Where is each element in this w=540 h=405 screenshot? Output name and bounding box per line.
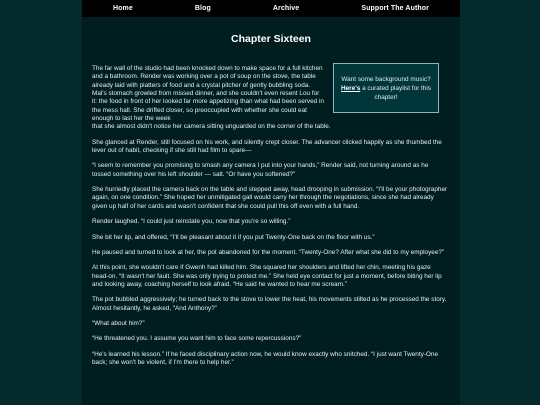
nav-link-support-the-author[interactable]: Support The Author [361, 5, 429, 12]
paragraph-2: She glanced at Render, still focused on his work, and silently crept closer. The advancer clicked happily as she thumbed the lever out of habit, checking if she still had film to spare— [92, 138, 442, 155]
nav-link-home[interactable]: Home [113, 5, 133, 12]
callout-text-after: a curated playlist for this chapter! [360, 84, 431, 101]
playlist-link[interactable]: Here's [341, 84, 361, 92]
chapter-title: Chapter Sixteen [231, 33, 311, 45]
paragraph-12: “He's learned his lesson.” If he faced disciplinary action now, he would know exactly who snitched. “I just want Twenty-One back; she won't be violent, if I'm there to help her.” [92, 350, 439, 366]
top-navigation [82, 0, 460, 17]
paragraph-10: “What about him?” [92, 319, 145, 327]
paragraph-7: He paused and turned to look at her, the pot abandoned for the moment. “Twenty-One? After what she did to my employee?” [92, 248, 445, 256]
paragraph-1-tail: that she almost didn't notice her camera sitting unguarded on the corner of the table. [92, 123, 331, 131]
paragraph-11: “He threatened you. I assume you want him to face some repercussions?” [92, 335, 302, 343]
chapter-body [92, 65, 448, 374]
paragraph-4: She hurriedly placed the camera back on the table and stepped away, head drooping in submission. “I’ll be your photographer again, on one condition.” She hoped her unmitigated gall would carry her through the negotiations, since she had already given up half of her cards and wasn't confident that she could pull this off even with a full hand. [92, 186, 448, 210]
chapter-content [82, 17, 460, 405]
paragraph-5: Render laughed. “I could just reinstate you, now that you're so willing.” [92, 218, 291, 226]
paragraph-1 [92, 65, 331, 132]
paragraph-1-text: The far wall of the studio had been knocked down to make space for a full kitchen and a bathroom. Render was working over a pot of soup on the stove, the table already laid with platters of food and a crystal pitcher of gently bubbling soda. Mal's stomach growled from missed dinner, and she couldn't even resent Lou for it: the food in front of her looked far more appetizing than what had been served in the mess hall. She drifted closer, so preoccupied with whether she could eat enough to last her the week [92, 65, 324, 123]
paragraph-8: At this point, she wouldn't care if Gwenh had killed him. She squared her shoulders and lifted her chin, meeting his gaze head-on. “It wasn't her fault. She was only trying to protect me.” She held eye contact for just a moment, before biting her lip and looking away, coaching herself to look afraid. “He said he wanted to hear me scream.” [92, 264, 442, 288]
callout-text-before: Want some background music? [341, 76, 431, 83]
paragraph-6: She bit her lip, and offered, “I’ll be pleasant about it if you put Twenty-One back on the floor with us.” [92, 233, 375, 241]
paragraph-9: The pot bubbled aggressively; he turned back to the stove to lower the heat, his movements stilted as he processed the story. Almost hesitantly, he asked, “And Anthony?” [92, 296, 447, 312]
nav-link-archive[interactable]: Archive [272, 5, 300, 12]
nav-link-blog[interactable]: Blog [194, 5, 211, 12]
paragraph-3: “I seem to remember you promising to smash any camera I put into your hands,” Render said, not turning around as he tossed something over his left shoulder — salt. “Or have you softened?” [92, 162, 429, 178]
